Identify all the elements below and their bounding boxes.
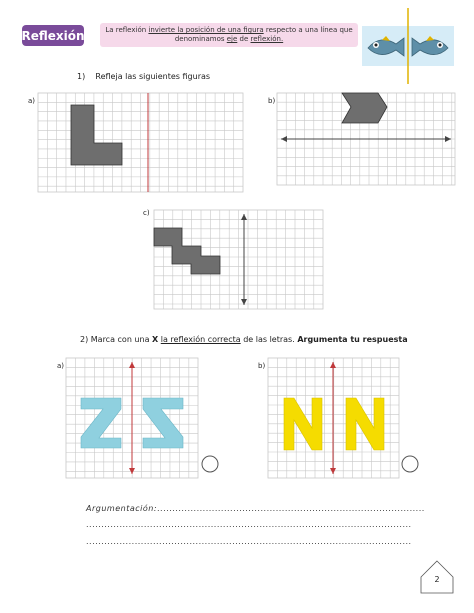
definition-underline-eje: eje xyxy=(226,35,238,43)
question-1-text: Refleja las siguientes figuras xyxy=(95,72,211,81)
definition-box xyxy=(100,23,358,47)
definition-underline-1: invierte la posición de una figura xyxy=(148,26,264,34)
label-1c: c) xyxy=(143,209,150,217)
argument-line-2[interactable] xyxy=(86,520,412,529)
definition-text-3: denominamos xyxy=(174,35,227,43)
question-1-number: 1) xyxy=(77,72,86,81)
question-2-bold: Argumenta tu respuesta xyxy=(297,335,408,344)
grid-1b xyxy=(277,93,455,185)
page-number: 2 xyxy=(434,575,440,584)
label-2a: a) xyxy=(57,362,65,370)
label-2b: b) xyxy=(258,362,266,370)
question-2-x: X xyxy=(152,335,159,344)
grid-2a xyxy=(66,358,198,478)
argument-dots-1: ........................................................................................ xyxy=(157,504,425,513)
grid-2b xyxy=(268,358,399,478)
argument-line-1[interactable] xyxy=(86,504,425,513)
label-1a: a) xyxy=(28,97,36,105)
title-badge: Reflexión xyxy=(22,25,84,46)
question-2-number: 2) xyxy=(80,335,89,344)
definition-text-4: de xyxy=(237,35,251,43)
question-2 xyxy=(80,335,408,344)
question-2-text-mid: de las letras. xyxy=(240,335,298,344)
definition-underline-reflexion: reflexión. xyxy=(250,35,284,43)
argument-dots-2: ........................................................................................................... xyxy=(86,520,412,529)
grid-1c xyxy=(154,210,323,309)
argument-dots-3: ........................................................................................................... xyxy=(86,537,412,546)
argument-line-3[interactable] xyxy=(86,537,412,546)
grid-1a xyxy=(38,93,243,192)
definition-text-2: respecto a una línea que xyxy=(263,26,353,34)
fish-reflection-icon xyxy=(362,26,454,66)
question-2-text-pre: Marca con una xyxy=(90,335,153,344)
definition-text-1: La reflexión xyxy=(105,26,149,34)
argument-label: Argumentación: xyxy=(86,504,158,513)
answer-circle-icon-2a[interactable] xyxy=(201,455,219,473)
question-2-underline: la reflexión correcta xyxy=(160,335,241,344)
question-1 xyxy=(77,72,210,81)
label-1b: b) xyxy=(268,97,276,105)
answer-circle-icon-2b[interactable] xyxy=(401,455,419,473)
